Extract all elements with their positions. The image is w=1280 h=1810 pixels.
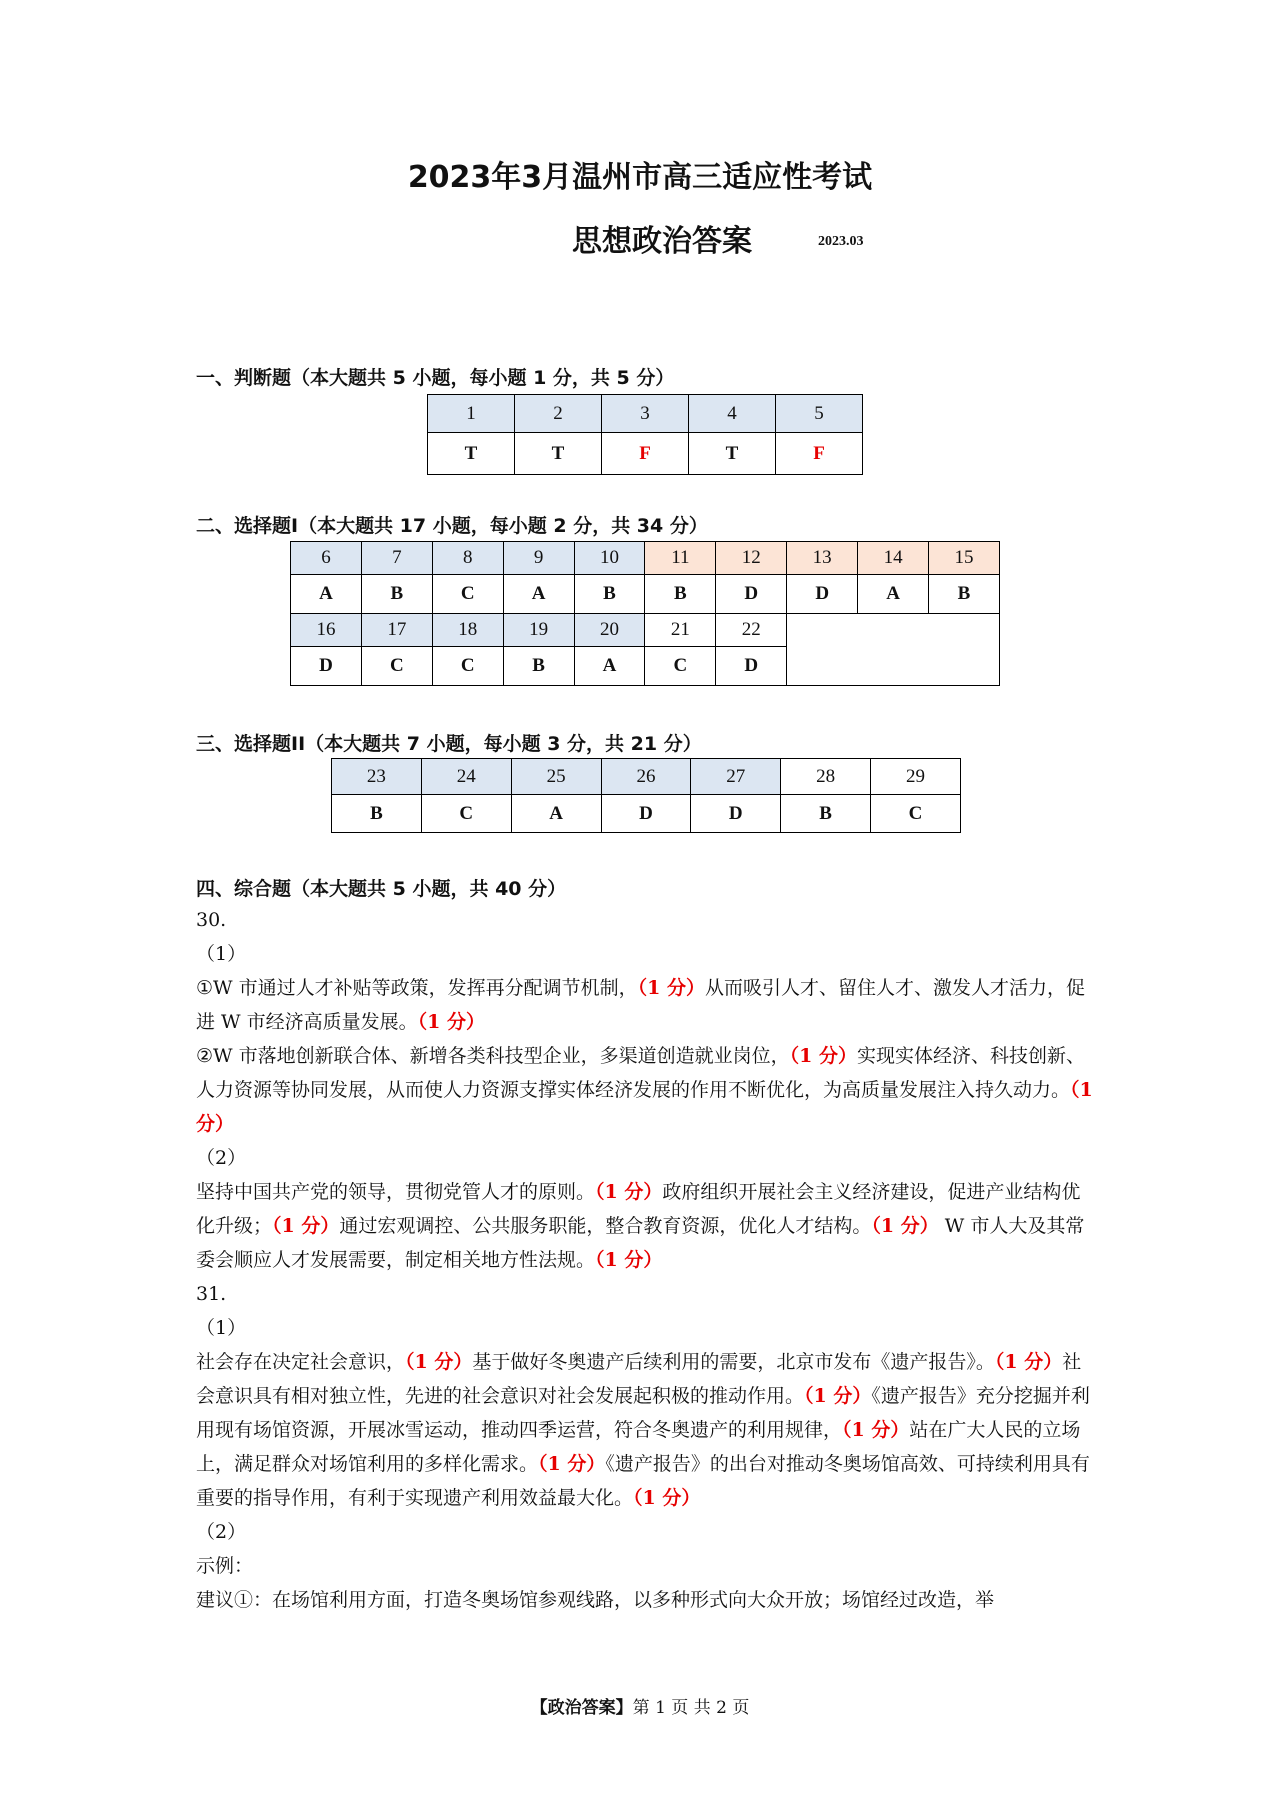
- score-mark: （1 分）: [637, 977, 705, 999]
- answer-text: 《遗产报告》的出台对推动冬奥场馆高效、可持续利用具有重要的指导作用，有利于实现遗产利用效益最大化。: [196, 1453, 1090, 1509]
- answer-paragraph: [196, 1175, 1096, 1277]
- q-number: 3: [602, 395, 689, 433]
- q-answer: C: [361, 647, 432, 686]
- q-answer: A: [858, 575, 929, 614]
- q-answer: B: [645, 575, 716, 614]
- q-answer: C: [421, 795, 511, 833]
- q-answer: D: [291, 647, 362, 686]
- footer-label: 【政治答案】: [530, 1698, 633, 1718]
- q-answer: D: [787, 575, 858, 614]
- section-3-heading: 三、选择题II（本大题共 7 小题，每小题 3 分，共 21 分）: [196, 733, 702, 755]
- answer-text: 站在广大人民的立场上，满足群众对场馆利用的多样化需求。: [196, 1419, 1081, 1475]
- score-mark: （1 分）: [994, 1351, 1063, 1373]
- q-number: 11: [645, 542, 716, 575]
- answer-text: 基于做好冬奥遗产后续利用的需要，北京市发布《遗产报告》。: [472, 1351, 995, 1373]
- q-number: 9: [503, 542, 574, 575]
- section-1-heading: 一、判断题（本大题共 5 小题，每小题 1 分，共 5 分）: [196, 367, 675, 389]
- q-answer: B: [781, 795, 871, 833]
- question-number: 31.: [196, 1283, 227, 1305]
- answer-paragraph: [196, 1039, 1096, 1141]
- q-answer: B: [332, 795, 422, 833]
- q-answer: D: [601, 795, 691, 833]
- q-number: 2: [515, 395, 602, 433]
- answer-text: ②W 市落地创新联合体、新增各类科技型企业，多渠道创造就业岗位，: [196, 1045, 790, 1067]
- answer-text: ①W 市通过人才补贴等政策，发挥再分配调节机制，: [196, 977, 638, 999]
- q-number: 12: [716, 542, 787, 575]
- q-number: 23: [332, 759, 422, 795]
- q-number: 15: [929, 542, 1000, 575]
- answer-paragraph: [196, 971, 1096, 1039]
- answer-paragraph: 建议①：在场馆利用方面，打造冬奥场馆参观线路，以多种形式向大众开放；场馆经过改造，举: [196, 1589, 995, 1611]
- page-title: 2023年3月温州市高三适应性考试: [407, 160, 873, 195]
- score-mark: （1 分）: [871, 1215, 939, 1237]
- q-answer: D: [691, 795, 781, 833]
- q-answer: D: [716, 575, 787, 614]
- q-number: 1: [428, 395, 515, 433]
- q-number: 7: [361, 542, 432, 575]
- part-label: （2）: [196, 1521, 247, 1543]
- section-1-table: [427, 394, 863, 475]
- score-mark: （1 分）: [595, 1181, 663, 1203]
- q-answer: D: [716, 647, 787, 686]
- q-answer: T: [515, 433, 602, 475]
- answer-text: 坚持中国共产党的领导，贯彻党管人才的原则。: [196, 1181, 596, 1203]
- q-answer: A: [291, 575, 362, 614]
- score-mark: （1 分）: [417, 1011, 485, 1033]
- q-number: 4: [689, 395, 776, 433]
- page-footer: [0, 1693, 1280, 1718]
- section-4-heading: 四、综合题（本大题共 5 小题，共 40 分）: [196, 878, 567, 900]
- answer-text: 通过宏观调控、公共服务职能，整合教育资源，优化人才结构。: [339, 1215, 872, 1237]
- answer-text: W 市人大及其常委会顺应人才发展需要，制定相关地方性法规。: [196, 1215, 1085, 1271]
- q-number: 17: [361, 614, 432, 647]
- answer-text: 社会存在决定社会意识，: [196, 1351, 406, 1373]
- score-mark: （1 分）: [196, 1079, 1093, 1135]
- q-answer: C: [645, 647, 716, 686]
- q-answer: C: [871, 795, 961, 833]
- answer-text: 政府组织开展社会主义经济建设，促进产业结构优化升级；: [196, 1181, 1081, 1237]
- q-number: 19: [503, 614, 574, 647]
- q-number: 18: [432, 614, 503, 647]
- score-mark: （1 分）: [272, 1215, 340, 1237]
- exam-date: 2023.03: [818, 234, 864, 249]
- q-number: 16: [291, 614, 362, 647]
- q-number: 25: [511, 759, 601, 795]
- answer-text: 《遗产报告》充分挖掘并利用现有场馆资源，开展冰雪运动，推动四季运营，符合冬奥遗产的利用规律，: [196, 1385, 1090, 1441]
- q-number: 26: [601, 759, 691, 795]
- q-number: 29: [871, 759, 961, 795]
- q-number: 22: [716, 614, 787, 647]
- answer-text: 实现实体经济、科技创新、人力资源等协同发展，从而使人力资源支撑实体经济发展的作用不断优化，为高质量发展注入持久动力。: [196, 1045, 1085, 1101]
- q-number: 14: [858, 542, 929, 575]
- score-mark: （1 分）: [405, 1351, 473, 1373]
- q-answer: B: [503, 647, 574, 686]
- question-number: 30.: [196, 909, 227, 931]
- q-number: 13: [787, 542, 858, 575]
- section-2-heading: 二、选择题I（本大题共 17 小题，每小题 2 分，共 34 分）: [196, 515, 708, 537]
- q-number: 5: [776, 395, 863, 433]
- q-number: 8: [432, 542, 503, 575]
- section-2-table: [290, 541, 1000, 686]
- example-label: 示例：: [196, 1555, 254, 1577]
- q-answer: T: [689, 433, 776, 475]
- q-number: 24: [421, 759, 511, 795]
- q-answer: A: [574, 647, 645, 686]
- score-mark: （1 分）: [538, 1453, 606, 1475]
- q-number: 28: [781, 759, 871, 795]
- q-answer: A: [511, 795, 601, 833]
- q-answer: A: [503, 575, 574, 614]
- page-indicator: 第 1 页 共 2 页: [632, 1698, 750, 1718]
- part-label: （1）: [196, 943, 247, 965]
- score-mark: （1 分）: [595, 1249, 663, 1271]
- score-mark: （1 分）: [633, 1487, 701, 1509]
- q-number: 20: [574, 614, 645, 647]
- q-answer: T: [428, 433, 515, 475]
- answer-body: [196, 903, 1096, 1617]
- q-answer: F: [776, 433, 863, 475]
- q-number: 10: [574, 542, 645, 575]
- score-mark: （1 分）: [842, 1419, 910, 1441]
- q-answer: C: [432, 647, 503, 686]
- part-label: （1）: [196, 1317, 247, 1339]
- answer-text: 社会意识具有相对独立性，先进的社会意识对社会发展起积极的推动作用。: [196, 1351, 1082, 1407]
- section-3-table: [331, 758, 961, 833]
- q-answer: C: [432, 575, 503, 614]
- answer-text: 从而吸引人才、留住人才、激发人才活力，促进 W 市经济高质量发展。: [196, 977, 1085, 1033]
- page-subtitle: 思想政治答案: [572, 224, 752, 259]
- score-mark: （1 分）: [789, 1045, 857, 1067]
- part-label: （2）: [196, 1147, 247, 1169]
- q-answer: B: [929, 575, 1000, 614]
- q-number: 27: [691, 759, 781, 795]
- q-number: 6: [291, 542, 362, 575]
- q-number: 21: [645, 614, 716, 647]
- answer-paragraph: [196, 1345, 1096, 1515]
- empty-cell: [787, 614, 1000, 686]
- score-mark: （1 分）: [804, 1385, 872, 1407]
- q-answer: B: [574, 575, 645, 614]
- q-answer: B: [361, 575, 432, 614]
- q-answer: F: [602, 433, 689, 475]
